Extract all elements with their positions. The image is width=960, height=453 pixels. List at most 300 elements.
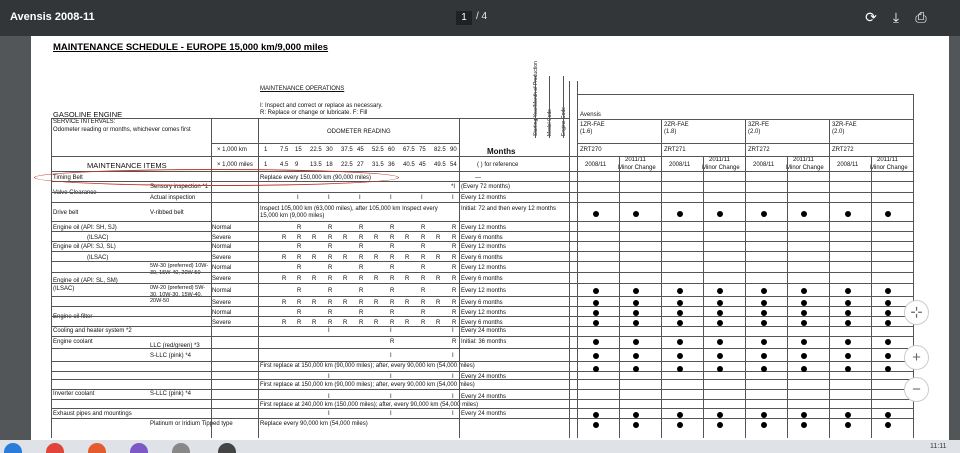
vert-header-1: Starting Year/Month of Production <box>533 61 539 136</box>
applicable-dot <box>677 300 683 306</box>
schedule-mark: R <box>359 244 364 250</box>
date-2b: 2011/11 <box>709 157 730 163</box>
applicable-dot <box>593 288 599 294</box>
schedule-mark: R <box>343 235 348 241</box>
mode-label: Normal <box>212 265 232 271</box>
mile-value: 4.5 <box>280 162 289 168</box>
schedule-mark: R <box>390 339 395 345</box>
grid-line <box>829 119 830 438</box>
applicable-dot <box>717 300 723 306</box>
vribbed-belt: V-ribbed belt <box>150 210 184 216</box>
applicable-dot <box>885 422 891 428</box>
valve-months-1: (Every 72 months) <box>461 184 511 190</box>
page-title: MAINTENANCE SCHEDULE - EUROPE 15,000 km/9,000 miles <box>53 42 329 53</box>
ilsac-3: (ILSAC) <box>53 286 75 292</box>
mode-label: Normal <box>212 225 232 231</box>
mode-label: Normal <box>212 310 232 316</box>
schedule-mark: R <box>328 265 333 271</box>
mode-label: Severe <box>212 320 232 326</box>
months-label: Every 12 months <box>461 310 507 316</box>
grid-line <box>51 221 913 222</box>
mode-label: Normal <box>212 244 232 250</box>
mile-value: 49.5 <box>434 162 446 168</box>
schedule-mark: R <box>312 255 317 261</box>
schedule-mark: R <box>436 320 441 326</box>
km-label: × 1,000 km <box>217 147 247 153</box>
km-value: 82.5 <box>434 147 446 153</box>
grid-line <box>51 316 913 317</box>
km-value: 67.5 <box>403 147 415 153</box>
schedule-mark: I <box>328 328 330 334</box>
model-code-4: ZRT272 <box>832 147 854 153</box>
schedule-mark: I <box>328 394 330 400</box>
download-icon[interactable]: ⤓ <box>892 9 900 25</box>
schedule-mark: R <box>359 300 364 306</box>
schedule-mark: R <box>312 235 317 241</box>
schedule-mark: R <box>421 235 426 241</box>
timing-belt-dash: — <box>475 175 481 181</box>
schedule-mark: R <box>421 288 426 294</box>
for-reference: ( ) for reference <box>477 162 519 168</box>
schedule-mark: R <box>405 276 410 282</box>
schedule-mark: R <box>374 255 379 261</box>
item-valve-clearance: Valve Clearance <box>53 190 97 196</box>
schedule-mark: R <box>282 276 287 282</box>
grid-line <box>51 408 913 409</box>
applicable-dot <box>677 353 683 359</box>
schedule-mark: R <box>421 225 426 231</box>
months-label: Every 6 months <box>461 276 503 282</box>
grid-line <box>51 361 913 362</box>
item-engine-oil-3: Engine oil (API: SL, SM) <box>53 278 118 284</box>
km-value: 75 <box>419 147 426 153</box>
schedule-mark: I <box>390 328 392 334</box>
schedule-mark: R <box>436 276 441 282</box>
grid-line <box>51 261 913 262</box>
highlight-timing-belt <box>34 169 399 186</box>
schedule-mark: I <box>328 411 330 417</box>
item-inverter-coolant: Inverter coolant <box>53 391 95 397</box>
zoom-out-button[interactable]: − <box>904 377 929 402</box>
mile-value: 40.5 <box>403 162 415 168</box>
engine-code-3: 3ZR-FE <box>748 122 769 128</box>
schedule-mark: R <box>328 288 333 294</box>
applicable-dot <box>717 366 723 372</box>
schedule-mark: R <box>421 320 426 326</box>
date-3b-note: Minor Change <box>786 165 824 171</box>
schedule-mark: I <box>452 374 454 380</box>
applicable-dot <box>677 412 683 418</box>
applicable-dot <box>845 422 851 428</box>
schedule-mark: I <box>390 374 392 380</box>
schedule-mark: R <box>452 288 457 294</box>
zoom-in-button[interactable]: + <box>904 345 929 370</box>
schedule-mark: R <box>452 244 457 250</box>
km-value: 60 <box>388 147 395 153</box>
schedule-mark: R <box>328 300 333 306</box>
model-code-2: ZRT271 <box>664 147 686 153</box>
model-name: Avensis <box>580 112 601 118</box>
applicable-dot <box>845 339 851 345</box>
applicable-dot <box>801 412 807 418</box>
schedule-mark: R <box>328 276 333 282</box>
grid-line <box>577 94 913 95</box>
item-engine-oil-2: Engine oil (API: SJ, SL) <box>53 244 116 250</box>
schedule-mark: R <box>328 255 333 261</box>
inverter-first-240: First replace at 240,000 km (150,000 miles); after, every 90,000 km (54,000 miles) <box>260 402 479 408</box>
applicable-dot <box>885 288 891 294</box>
schedule-mark: R <box>452 235 457 241</box>
grid-line <box>211 118 212 438</box>
grid-line <box>549 76 550 138</box>
applicable-dot <box>593 310 599 316</box>
schedule-mark: R <box>359 320 364 326</box>
schedule-mark: R <box>390 320 395 326</box>
mile-value: 18 <box>326 162 333 168</box>
schedule-mark: R <box>328 235 333 241</box>
vert-header-2: Model Code <box>547 109 553 136</box>
months-label: Every 12 months <box>461 244 507 250</box>
months-label: Every 6 months <box>461 300 503 306</box>
spark-type: Platinum or Iridium Tipped type <box>150 421 233 427</box>
km-value: 90 <box>450 147 457 153</box>
date-4b-note: Minor Change <box>870 165 908 171</box>
km-value: 15 <box>295 147 302 153</box>
grid-line <box>51 272 913 273</box>
months-label: Every 24 months <box>461 394 507 400</box>
grid-line <box>51 283 913 284</box>
grid-line <box>51 231 913 232</box>
schedule-mark: R <box>359 235 364 241</box>
applicable-dot <box>801 211 807 217</box>
ilsac-1: (ILSAC) <box>87 235 109 241</box>
km-value: 30 <box>326 147 333 153</box>
pdf-page <box>31 36 949 440</box>
applicable-dot <box>633 353 639 359</box>
schedule-mark: R <box>343 300 348 306</box>
applicable-dot <box>677 288 683 294</box>
viscosity-1: 5W-30 (preferred) 10W-30, 15W-40, 20W-50 <box>150 263 209 276</box>
km-value: 52.5 <box>372 147 384 153</box>
item-exhaust: Exhaust pipes and mountings <box>53 411 132 417</box>
months-label: Every 6 months <box>461 320 503 326</box>
mode-label: Severe <box>212 276 232 282</box>
schedule-mark: I <box>390 195 392 201</box>
applicable-dot <box>717 211 723 217</box>
schedule-mark: R <box>282 320 287 326</box>
applicable-dot <box>801 339 807 345</box>
grid-line <box>577 81 578 438</box>
months-label: Every 12 months <box>461 225 507 231</box>
date-1a: 2008/11 <box>585 162 607 168</box>
applicable-dot <box>845 412 851 418</box>
grid-line <box>51 118 52 438</box>
applicable-dot <box>677 422 683 428</box>
grid-line <box>51 379 913 380</box>
schedule-mark: R <box>359 288 364 294</box>
schedule-mark: R <box>282 300 287 306</box>
grid-line <box>51 348 913 349</box>
schedule-mark: R <box>343 276 348 282</box>
schedule-mark: I <box>328 195 330 201</box>
applicable-dot <box>633 310 639 316</box>
schedule-mark: R <box>390 255 395 261</box>
schedule-mark: R <box>312 300 317 306</box>
grid-line <box>51 336 913 337</box>
km-value: 7.5 <box>280 147 289 153</box>
grid-line <box>211 143 459 144</box>
model-code-1: ZRT270 <box>580 147 602 153</box>
applicable-dot <box>885 339 891 345</box>
schedule-mark: R <box>390 310 395 316</box>
schedule-mark: R <box>297 288 302 294</box>
schedule-mark: R <box>374 300 379 306</box>
applicable-dot <box>677 211 683 217</box>
schedule-mark: I <box>297 195 299 201</box>
schedule-mark: R <box>421 300 426 306</box>
ops-title: MAINTENANCE OPERATIONS <box>260 86 345 92</box>
km-value: 22.5 <box>310 147 322 153</box>
applicable-dot <box>593 353 599 359</box>
document-title: Avensis 2008-11 <box>10 11 95 23</box>
fit-page-button[interactable]: ⊹ <box>904 300 929 325</box>
applicable-dot <box>845 288 851 294</box>
applicable-dot <box>717 320 723 326</box>
ilsac-2: (ILSAC) <box>87 255 109 261</box>
page-number-input[interactable]: 1 <box>456 11 472 25</box>
valve-star: *I <box>451 184 456 190</box>
km-value: 37.5 <box>341 147 353 153</box>
schedule-mark: R <box>452 255 457 261</box>
applicable-dot <box>801 353 807 359</box>
grid-line <box>258 118 259 438</box>
grid-line <box>661 119 662 438</box>
schedule-mark: R <box>390 288 395 294</box>
applicable-dot <box>593 412 599 418</box>
pdf-toolbar <box>0 0 960 36</box>
applicable-dot <box>885 310 891 316</box>
schedule-mark: R <box>421 310 426 316</box>
applicable-dot <box>717 422 723 428</box>
schedule-mark: R <box>374 235 379 241</box>
applicable-dot <box>633 211 639 217</box>
grid-line <box>51 118 569 119</box>
schedule-mark: R <box>297 225 302 231</box>
months-label: Every 24 months <box>461 374 507 380</box>
applicable-dot <box>717 310 723 316</box>
applicable-dot <box>633 339 639 345</box>
date-1b-note: Minor Change <box>618 165 656 171</box>
schedule-mark: R <box>374 276 379 282</box>
engine-disp-4: (2.0) <box>832 129 845 135</box>
inverter-sllc: S-LLC (pink) *4 <box>150 391 192 397</box>
applicable-dot <box>801 288 807 294</box>
applicable-dot <box>717 412 723 418</box>
mode-label: Severe <box>212 255 232 261</box>
schedule-mark: R <box>374 320 379 326</box>
schedule-mark: R <box>390 276 395 282</box>
applicable-dot <box>717 353 723 359</box>
months-label: Every 12 months <box>461 265 507 271</box>
grid-line <box>51 192 913 193</box>
ops-line-1: I: Inspect and correct or replace as necessary. <box>260 103 383 109</box>
applicable-dot <box>761 320 767 326</box>
schedule-mark: I <box>359 195 361 201</box>
schedule-mark: R <box>297 320 302 326</box>
grid-line <box>51 241 913 242</box>
schedule-mark: R <box>452 310 457 316</box>
item-drive-belt: Drive belt <box>53 210 79 216</box>
applicable-dot <box>845 300 851 306</box>
applicable-dot <box>885 300 891 306</box>
mile-value: 27 <box>357 162 364 168</box>
schedule-mark: R <box>328 320 333 326</box>
schedule-mark: R <box>390 225 395 231</box>
engine-code-1: 1ZR-FAE <box>580 122 605 128</box>
print-icon[interactable]: ⎙ <box>915 9 927 25</box>
schedule-mark: R <box>452 225 457 231</box>
grid-line <box>51 306 913 307</box>
schedule-mark: R <box>343 255 348 261</box>
mile-value: 9 <box>295 162 299 168</box>
page-total: / 4 <box>476 11 488 22</box>
item-engine-oil-1: Engine oil (API: SH, SJ) <box>53 225 117 231</box>
mile-value: 36 <box>388 162 395 168</box>
applicable-dot <box>677 366 683 372</box>
grid-line <box>51 399 913 400</box>
months-label: Every 6 months <box>461 235 503 241</box>
coolant-llc: LLC (red/green) *3 <box>150 343 200 349</box>
mile-value: 45 <box>419 162 426 168</box>
applicable-dot <box>593 422 599 428</box>
tray-clock: 11:11 <box>930 443 947 450</box>
schedule-mark: I <box>390 394 392 400</box>
applicable-dot <box>801 366 807 372</box>
schedule-mark: R <box>436 255 441 261</box>
schedule-mark: R <box>390 265 395 271</box>
date-4a: 2008/11 <box>837 162 859 168</box>
applicable-dot <box>717 288 723 294</box>
schedule-mark: R <box>282 255 287 261</box>
grid-line <box>535 76 536 138</box>
applicable-dot <box>885 211 891 217</box>
valve-actual: Actual inspection <box>150 195 196 201</box>
rotate-icon[interactable]: ⟳ <box>865 9 877 25</box>
schedule-mark: R <box>328 225 333 231</box>
schedule-mark: R <box>405 235 410 241</box>
schedule-mark: R <box>421 276 426 282</box>
mile-value: 22.5 <box>341 162 353 168</box>
odometer-title: ODOMETER READING <box>327 129 391 135</box>
applicable-dot <box>593 211 599 217</box>
drive-belt-note: Inspect 105,000 km (63,000 miles), after 105,000 km Inspect every 15,000 km (9,000 miles) <box>260 206 438 219</box>
schedule-mark: R <box>297 276 302 282</box>
schedule-mark: R <box>452 276 457 282</box>
engine-disp-1: (1.6) <box>580 129 593 135</box>
item-oil-filter: Engine oil filter <box>53 314 93 320</box>
viscosity-2: 0W-20 (preferred) 5W-30, 10W-30, 15W-40, 20W-50 <box>150 285 206 304</box>
schedule-mark: R <box>436 235 441 241</box>
applicable-dot <box>761 310 767 316</box>
schedule-mark: I <box>421 195 423 201</box>
schedule-mark: R <box>297 265 302 271</box>
mile-value: 54 <box>450 162 457 168</box>
ops-line-2: R: Replace or change or lubricate. F: Fill <box>260 110 368 116</box>
schedule-mark: R <box>452 339 457 345</box>
coolant-first-replace: First replace at 150,000 km (90,000 miles); after, every 90,000 km (54,000 miles) <box>260 363 475 369</box>
grid-line <box>787 156 788 438</box>
engine-type: GASOLINE ENGINE <box>53 110 123 119</box>
coolant-sllc: S-LLC (pink) *4 <box>150 353 192 359</box>
coolant-initial: Initial: 36 months <box>461 339 507 345</box>
exhaust-months: Every 24 months <box>461 411 507 417</box>
grid-line <box>51 371 913 372</box>
date-2b-note: Minor Change <box>702 165 740 171</box>
mile-value: 1 <box>264 162 268 168</box>
schedule-mark: R <box>421 255 426 261</box>
schedule-mark: I <box>452 195 454 201</box>
applicable-dot <box>885 366 891 372</box>
grid-line <box>619 156 620 438</box>
inverter-first-150: First replace at 150,000 km (90,000 miles); after, every 90,000 km (54,000 miles) <box>260 382 475 388</box>
service-desc: Odometer reading or months, whichever comes first <box>53 127 191 133</box>
grid-line <box>703 156 704 438</box>
schedule-mark: R <box>359 255 364 261</box>
applicable-dot <box>801 310 807 316</box>
schedule-mark: R <box>359 265 364 271</box>
schedule-mark: R <box>452 265 457 271</box>
model-code-3: ZRT272 <box>748 147 770 153</box>
schedule-mark: R <box>297 235 302 241</box>
timing-belt-note: Replace every 150,000 km (90,000 miles) <box>260 175 372 181</box>
schedule-mark: R <box>343 320 348 326</box>
schedule-mark: R <box>328 310 333 316</box>
months-label: Every 6 months <box>461 255 503 261</box>
applicable-dot <box>845 320 851 326</box>
applicable-dot <box>633 366 639 372</box>
grid-line <box>51 418 913 419</box>
applicable-dot <box>761 300 767 306</box>
schedule-mark: R <box>405 255 410 261</box>
schedule-mark: R <box>359 276 364 282</box>
drive-belt-months: Initial: 72 and then every 12 months <box>461 206 557 212</box>
applicable-dot <box>677 310 683 316</box>
applicable-dot <box>885 353 891 359</box>
applicable-dot <box>845 353 851 359</box>
date-2a: 2008/11 <box>669 162 691 168</box>
spark-note: Replace every 90,000 km (54,000 miles) <box>260 421 368 427</box>
applicable-dot <box>761 288 767 294</box>
service-intervals: SERVICE INTERVALS: <box>53 119 116 125</box>
schedule-mark: I <box>328 374 330 380</box>
applicable-dot <box>845 366 851 372</box>
grid-line <box>51 202 913 203</box>
grid-line <box>569 81 570 438</box>
grid-line <box>563 76 564 138</box>
date-3b: 2011/11 <box>793 157 814 163</box>
grid-line <box>459 118 460 438</box>
months-label: Every 24 months <box>461 328 507 334</box>
engine-disp-2: (1.8) <box>664 129 677 135</box>
mode-label: Normal <box>212 288 232 294</box>
grid-line <box>51 326 913 327</box>
schedule-mark: R <box>312 320 317 326</box>
applicable-dot <box>761 339 767 345</box>
items-title: MAINTENANCE ITEMS <box>87 161 167 170</box>
applicable-dot <box>633 320 639 326</box>
schedule-mark: I <box>390 411 392 417</box>
applicable-dot <box>801 320 807 326</box>
